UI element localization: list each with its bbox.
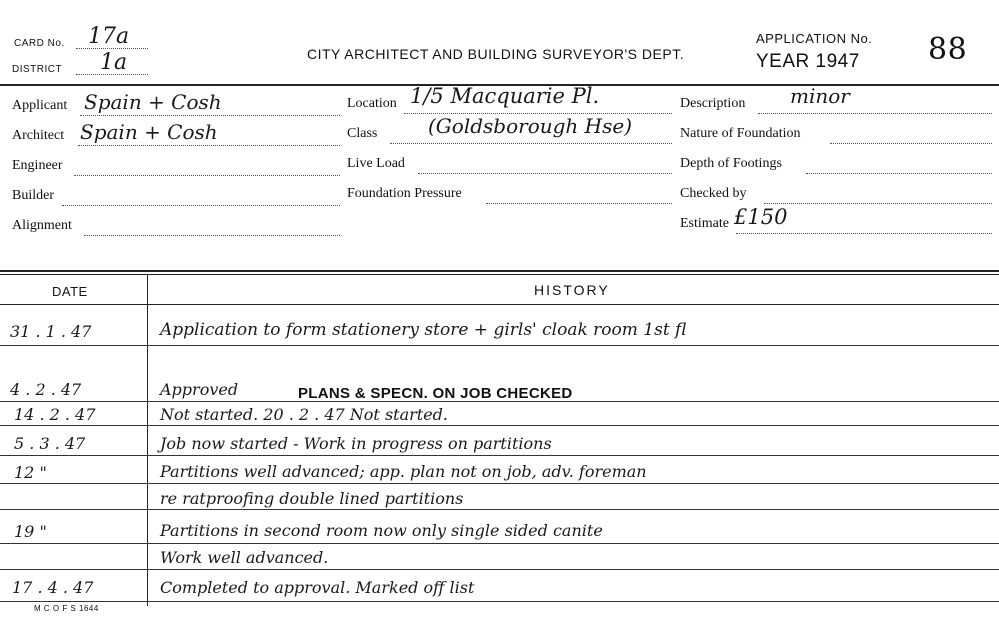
engineer-dots: [74, 175, 340, 176]
row-line: [0, 425, 999, 426]
applicant-label: Applicant: [12, 98, 68, 113]
nature-foundation-dots: [830, 143, 992, 144]
date-column-divider: [147, 274, 148, 606]
dept-title: CITY ARCHITECT AND BUILDING SURVEYOR'S DEPT.: [307, 46, 685, 62]
row-history: Not started. 20 . 2 . 47 Not started.: [160, 405, 448, 424]
row-line: [0, 601, 999, 602]
builder-dots: [62, 205, 340, 206]
alignment-dots: [84, 235, 340, 236]
row-date: 14 . 2 . 47: [14, 405, 96, 424]
district-label: DISTRICT: [12, 64, 63, 75]
row-date: 5 . 3 . 47: [14, 434, 86, 453]
location-value: 1/5 Macquarie Pl.: [410, 84, 600, 108]
builder-label: Builder: [12, 188, 54, 203]
row-date: 12 ": [14, 463, 47, 482]
applicant-dots: [80, 115, 340, 116]
row-history: Job now started - Work in progress on partitions: [160, 434, 552, 453]
nature-foundation-label: Nature of Foundation: [680, 126, 801, 141]
class-dots: [390, 143, 672, 144]
row-date: 17 . 4 . 47: [12, 578, 94, 597]
row-history: Partitions in second room now only single sided canite: [160, 521, 603, 540]
class-label: Class: [347, 126, 378, 141]
estimate-value: £150: [734, 205, 788, 229]
estimate-dots: [736, 233, 992, 234]
row-history: Application to form stationery store + girls' cloak room 1st fl: [160, 320, 687, 340]
architect-value: Spain + Cosh: [80, 120, 218, 144]
foundation-pressure-dots: [486, 203, 672, 204]
row-history: Approved: [160, 380, 239, 399]
card-no-dots: [76, 48, 148, 49]
live-load-dots: [418, 173, 672, 174]
form-code: M C O F S 1644: [34, 604, 99, 613]
description-label: Description: [680, 96, 746, 111]
row-history: Completed to approval. Marked off list: [160, 578, 475, 597]
row-line: [0, 543, 999, 544]
row-line: [0, 345, 999, 346]
location-label: Location: [347, 96, 397, 111]
checked-by-label: Checked by: [680, 186, 747, 201]
live-load-label: Live Load: [347, 156, 405, 171]
depth-footings-label: Depth of Footings: [680, 156, 782, 171]
applicant-value: Spain + Cosh: [84, 90, 222, 114]
depth-footings-dots: [806, 173, 992, 174]
row-history: Work well advanced.: [160, 548, 329, 567]
engineer-label: Engineer: [12, 158, 63, 173]
district-value: 1a: [100, 50, 128, 75]
class-value: (Goldsborough Hse): [428, 114, 632, 138]
checked-by-dots: [764, 203, 992, 204]
application-no-value: 88: [928, 32, 968, 67]
table-header-rule: [0, 304, 999, 305]
row-line: [0, 483, 999, 484]
architect-label: Architect: [12, 128, 65, 143]
district-dots: [76, 74, 148, 75]
description-dots: [758, 113, 992, 114]
row-line: [0, 455, 999, 456]
row-history: Partitions well advanced; app. plan not on job, adv. foreman: [160, 462, 647, 481]
application-no-label: APPLICATION No.: [756, 31, 873, 46]
approval-stamp: PLANS & SPECN. ON JOB CHECKED: [298, 385, 573, 402]
card-no-value: 17a: [88, 24, 130, 49]
architect-dots: [78, 145, 340, 146]
table-top-rule: [0, 270, 999, 272]
date-header: DATE: [52, 284, 88, 299]
row-line: [0, 569, 999, 570]
row-date: 4 . 2 . 47: [10, 380, 82, 399]
row-date: 31 . 1 . 47: [10, 322, 92, 341]
description-value: minor: [790, 84, 850, 108]
alignment-label: Alignment: [12, 218, 72, 233]
table-top-rule-2: [0, 274, 999, 275]
row-date: 19 ": [14, 522, 47, 541]
row-history: re ratproofing double lined partitions: [160, 489, 464, 508]
foundation-pressure-label: Foundation Pressure: [347, 186, 462, 201]
year-label: YEAR 1947: [756, 51, 860, 72]
row-line: [0, 509, 999, 510]
estimate-label: Estimate: [680, 216, 729, 231]
history-header: HISTORY: [534, 282, 610, 298]
card-no-label: CARD No.: [14, 38, 65, 49]
